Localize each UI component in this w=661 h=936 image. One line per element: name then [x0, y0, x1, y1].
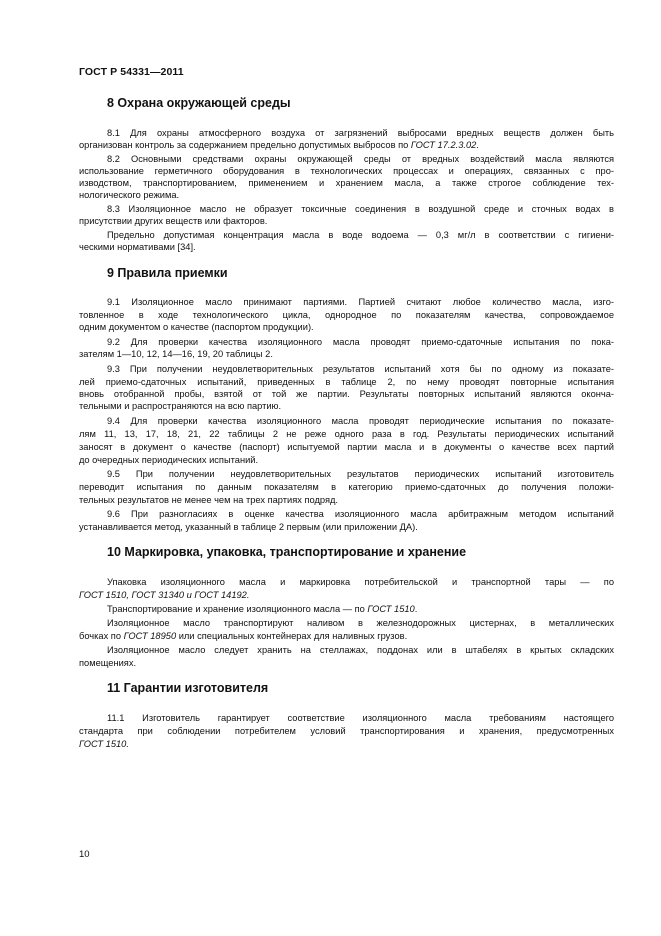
paragraph-line: тельных результатов не менее чем на трех партиях подряд. — [79, 495, 339, 505]
paragraph-line: 9.3 При получении неудовлетворительных результатов испытаний хотя бы по одному из показате- — [107, 364, 614, 374]
paragraph-line: помещениях. — [79, 658, 137, 668]
paragraph-line: вновь отобранной пробы, взятой от той же партии. Результаты повторных испытаний являются оконча- — [79, 389, 614, 399]
paragraph-line: 8.1 Для охраны атмосферного воздуха от загрязнений выбросами вредных веществ должен быть — [107, 128, 614, 138]
paragraph-line: 9.6 При разногласиях в оценке качества изоляционного масла арбитражным методом испытаний — [107, 509, 614, 519]
paragraph-line: стандарта при соблюдении потребителем условий транспортирования и хранения, предусмотренных — [79, 726, 614, 736]
paragraph-line: одним документом о качестве (паспортом продукции). — [79, 322, 314, 332]
paragraph-line: Транспортирование и хранение изоляционного масла — по ГОСТ 1510. — [107, 604, 418, 614]
paragraph-line: 9.1 Изоляционное масло принимают партиями. Партией считают любое количество масла, изго- — [107, 297, 614, 307]
paragraph-line: бочках по ГОСТ 18950 или специальных контейнерах для наливных грузов. — [79, 631, 408, 641]
paragraph-line: ческими нормативами [34]. — [79, 242, 196, 252]
paragraph-line: лям 11, 13, 17, 18, 21, 22 таблицы 2 не реже одного раза в год. Результаты периодических испытаний — [79, 429, 614, 439]
paragraph-line: товленное в ходе технологического цикла, однородное по показателям качества, сопровождаемое — [79, 310, 614, 320]
paragraph-line: присутствии других веществ или факторов. — [79, 216, 268, 226]
paragraph-line: тельными и распространяются на всю партию. — [79, 401, 282, 411]
paragraph-line: Изоляционное масло транспортируют наливом в железнодорожных цистернах, в металлических — [107, 618, 614, 628]
paragraph-line: 8.2 Основными средствами охраны окружающей среды от вредных воздействий масла являются — [107, 154, 614, 164]
paragraph-line: Предельно допустимая концентрация масла в воде водоема — 0,3 мг/л в соответствии с гигиени- — [107, 230, 614, 240]
paragraph-line: до очередных периодических испытаний. — [79, 455, 259, 465]
paragraph-line: заносят в документ о качестве (паспорт) испытуемой партии масла и в документы о качестве всех партий — [79, 442, 614, 452]
paragraph-line: 9.5 При получении неудовлетворительных результатов периодических испытаний изготовитель — [107, 469, 614, 479]
paragraph-line: переводит испытания по данным показателям в категорию приемо-сдаточных до получения положи- — [79, 482, 614, 492]
paragraph-line: зателям 1—10, 12, 14—16, 19, 20 таблицы 2. — [79, 349, 273, 359]
paragraph-line: 9.4 Для проверки качества изоляционного масла проводят периодические испытания по показате- — [107, 416, 614, 426]
paragraph-line: ГОСТ 1510, ГОСТ 31340 и ГОСТ 14192. — [79, 590, 250, 600]
paragraph-line: 9.2 Для проверки качества изоляционного масла проводят приемо-сдаточные испытания по пока- — [107, 337, 614, 347]
standard-header: ГОСТ Р 54331—2011 — [79, 66, 184, 78]
paragraph-line: лей приемо-сдаточных испытаний, приведенных в таблице 2, по нему проводят повторные испытания — [79, 377, 614, 387]
paragraph-line: ГОСТ 1510. — [79, 739, 129, 749]
paragraph-line: 11.1 Изготовитель гарантирует соответствие изоляционного масла требованиям настоящего — [107, 713, 614, 723]
page-number: 10 — [79, 849, 90, 860]
paragraph-line: устанавливается метод, указанный в таблице 2 первым (или приложении ДА). — [79, 522, 418, 532]
paragraph-line: Упаковка изоляционного масла и маркировка потребительской и транспортной тары — по — [107, 577, 614, 587]
section-10-heading: 10 Маркировка, упаковка, транспортирование и хранение — [107, 545, 467, 559]
paragraph-line: 8.3 Изоляционное масло не образует токсичные соединения в воздушной среде и сточных водах в — [107, 204, 614, 214]
paragraph-line: Изоляционное масло следует хранить на стеллажах, поддонах или в штабелях в крытых складских — [107, 645, 614, 655]
paragraph-line: организован контроль за содержанием предельно допустимых выбросов по ГОСТ 17.2.3.02. — [79, 140, 479, 150]
section-9-heading: 9 Правила приемки — [107, 266, 228, 280]
paragraph-line: нологического режима. — [79, 190, 180, 200]
paragraph-line: изводством, транспортированием, применением и хранением масла, а также строгое соблюдение тех- — [79, 178, 614, 188]
section-8-heading: 8 Охрана окружающей среды — [107, 96, 291, 110]
section-11-heading: 11 Гарантии изготовителя — [107, 681, 269, 695]
paragraph-line: использование герметичного оборудования в технологических процессах и операциях, связанных с про- — [79, 166, 614, 176]
